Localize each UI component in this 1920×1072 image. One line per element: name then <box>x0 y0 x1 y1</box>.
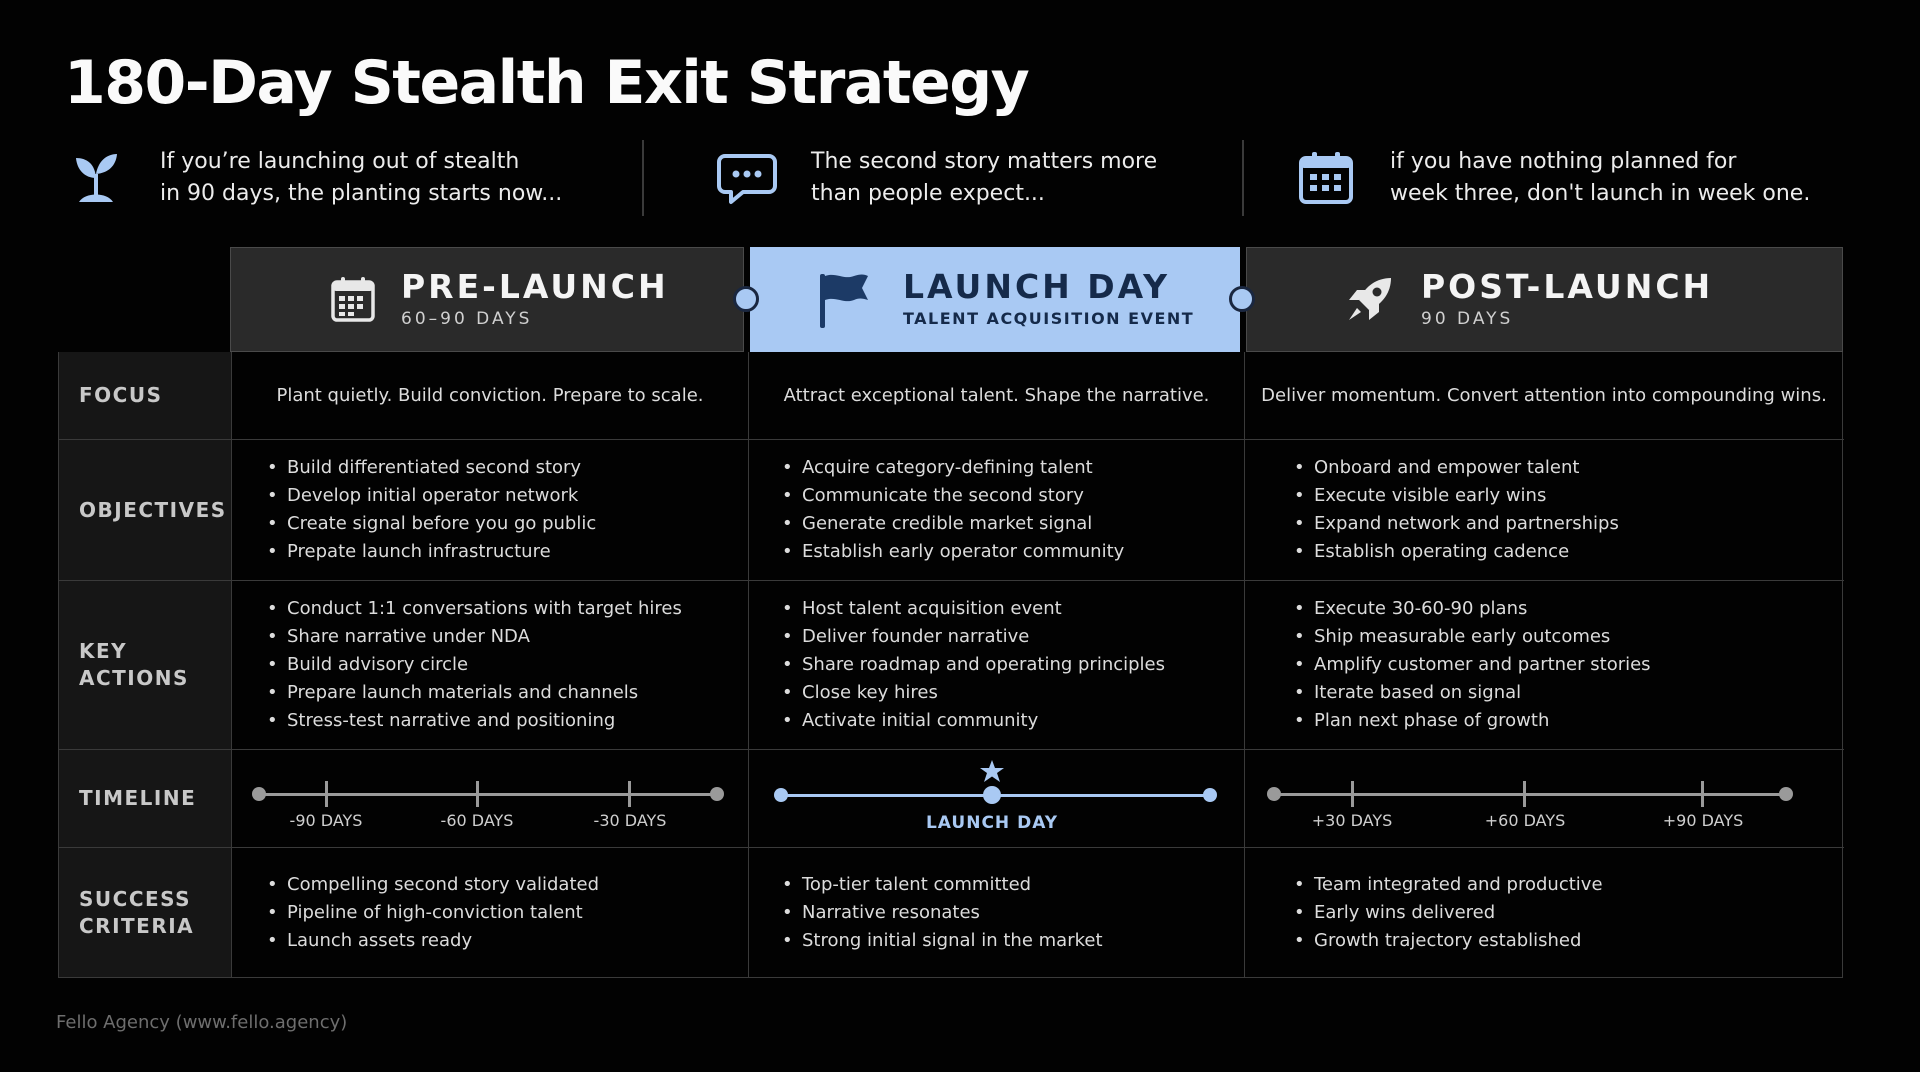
quote-strip <box>64 138 1844 218</box>
list-item: • Pipeline of high-conviction talent <box>287 899 747 927</box>
row-label-timeline: TIMELINE <box>59 750 231 847</box>
quote-1 <box>64 138 562 218</box>
timeline-tick <box>1701 781 1704 807</box>
list-item: • Top-tier talent committed <box>802 871 1242 899</box>
list-item: • Iterate based on signal <box>1314 679 1839 707</box>
list-item: • Strong initial signal in the market <box>802 927 1242 955</box>
strategy-table <box>58 247 1843 978</box>
timeline-tick <box>325 781 328 807</box>
launch-day-dot <box>983 786 1001 804</box>
table-body <box>58 352 1843 978</box>
quote-text: If you’re launching out of stealth in 90 days, the planting starts now... <box>160 149 563 206</box>
list-item: • Execute visible early wins <box>1314 482 1839 510</box>
bullet-list <box>772 871 1242 955</box>
objectives-cell-pre-launch <box>257 440 747 580</box>
quote-text: The second story matters more than people expect... <box>811 149 1158 206</box>
list-item: • Develop initial operator network <box>287 482 747 510</box>
list-item: • Share roadmap and operating principles <box>802 651 1242 679</box>
chat-bubble-icon <box>715 146 779 210</box>
list-item: • Ship measurable early outcomes <box>1314 623 1839 651</box>
list-item: • Prepare launch materials and channels <box>287 679 747 707</box>
footer-credit: Fello Agency (www.fello.agency) <box>56 1012 348 1033</box>
focus-cell-launch-day <box>749 352 1244 439</box>
column-divider <box>748 352 749 978</box>
list-item: • Establish early operator community <box>802 538 1242 566</box>
list-item: • Launch assets ready <box>287 927 747 955</box>
list-item: • Onboard and empower talent <box>1314 454 1839 482</box>
phase-header-pre-launch <box>230 247 744 352</box>
timeline-launch-day <box>749 750 1244 847</box>
objectives-cell-post-launch <box>1284 440 1839 580</box>
bullet-list <box>257 871 747 955</box>
row-label-success-criteria: SUCCESS CRITERIA <box>59 848 231 977</box>
timeline-label: +90 DAYS <box>1662 811 1744 830</box>
list-item: • Build differentiated second story <box>287 454 747 482</box>
row-label-focus: FOCUS <box>59 352 231 439</box>
timeline-end-dot <box>710 787 724 801</box>
success-cell-post-launch <box>1284 848 1839 977</box>
list-item: • Plan next phase of growth <box>1314 707 1839 735</box>
timeline-end-dot <box>1779 787 1793 801</box>
timeline-launch-label: LAUNCH DAY <box>925 813 1059 833</box>
list-item: • Establish operating cadence <box>1314 538 1839 566</box>
phase-subtitle: 60–90 DAYS <box>401 308 533 329</box>
quote-text: if you have nothing planned for week three, don't launch in week one. <box>1390 149 1811 206</box>
page-title: 180-Day Stealth Exit Strategy <box>64 48 1029 118</box>
phase-header-launch-day <box>750 247 1240 352</box>
focus-cell-post-launch <box>1245 352 1843 439</box>
list-item: • Execute 30-60-90 plans <box>1314 595 1839 623</box>
timeline-label: -30 DAYS <box>593 811 667 830</box>
quote-divider <box>642 140 644 216</box>
list-item: • Compelling second story validated <box>287 871 747 899</box>
list-item: • Activate initial community <box>802 707 1242 735</box>
list-item: • Prepate launch infrastructure <box>287 538 747 566</box>
bullet-list <box>257 595 747 735</box>
timeline-end-dot <box>252 787 266 801</box>
timeline-label: +60 DAYS <box>1484 811 1566 830</box>
list-item: • Share narrative under NDA <box>287 623 747 651</box>
key-actions-cell-post-launch <box>1284 581 1839 749</box>
list-item: • Close key hires <box>802 679 1242 707</box>
list-item: • Early wins delivered <box>1314 899 1839 927</box>
key-actions-cell-pre-launch <box>257 581 747 749</box>
phase-title: LAUNCH DAY <box>903 266 1170 306</box>
timeline-post-launch <box>1245 750 1843 847</box>
timeline-end-dot <box>1203 788 1217 802</box>
bullet-list <box>1284 454 1839 566</box>
list-item: • Amplify customer and partner stories <box>1314 651 1839 679</box>
list-item: • Deliver founder narrative <box>802 623 1242 651</box>
phase-connector-dot <box>733 286 759 312</box>
phase-title: PRE-LAUNCH <box>401 266 669 306</box>
success-cell-pre-launch <box>257 848 747 977</box>
focus-text: Attract exceptional talent. Shape the narrative. <box>783 385 1210 406</box>
success-cell-launch-day <box>772 848 1242 977</box>
list-item: • Team integrated and productive <box>1314 871 1839 899</box>
phase-header-post-launch <box>1246 247 1843 352</box>
calendar-icon <box>321 268 385 332</box>
timeline-line <box>1273 793 1785 796</box>
column-divider <box>1244 352 1245 978</box>
list-item: • Create signal before you go public <box>287 510 747 538</box>
phase-subtitle: TALENT ACQUISITION EVENT <box>903 308 1195 328</box>
timeline-pre-launch <box>232 750 748 847</box>
focus-cell-pre-launch <box>232 352 748 439</box>
flag-icon <box>811 268 875 332</box>
phase-title: POST-LAUNCH <box>1421 266 1714 306</box>
timeline-label: -60 DAYS <box>440 811 514 830</box>
timeline-tick <box>1523 781 1526 807</box>
list-item: • Stress-test narrative and positioning <box>287 707 747 735</box>
quote-2 <box>715 138 1157 218</box>
timeline-end-dot <box>774 788 788 802</box>
calendar-icon <box>1294 146 1358 210</box>
focus-text: Plant quietly. Build conviction. Prepare to scale. <box>276 385 704 406</box>
timeline-label: +30 DAYS <box>1311 811 1393 830</box>
bullet-list <box>772 454 1242 566</box>
list-item: • Generate credible market signal <box>802 510 1242 538</box>
key-actions-cell-launch-day <box>772 581 1242 749</box>
list-item: • Acquire category-defining talent <box>802 454 1242 482</box>
sprout-icon <box>64 146 128 210</box>
list-item: • Host talent acquisition event <box>802 595 1242 623</box>
quote-divider <box>1242 140 1244 216</box>
timeline-tick <box>476 781 479 807</box>
row-label-objectives: OBJECTIVES <box>59 440 231 580</box>
bullet-list <box>257 454 747 566</box>
phase-connector-dot <box>1229 286 1255 312</box>
list-item: • Build advisory circle <box>287 651 747 679</box>
bullet-list <box>1284 595 1839 735</box>
list-item: • Conduct 1:1 conversations with target hires <box>287 595 747 623</box>
objectives-cell-launch-day <box>772 440 1242 580</box>
column-divider <box>231 352 232 978</box>
list-item: • Communicate the second story <box>802 482 1242 510</box>
bullet-list <box>1284 871 1839 955</box>
list-item: • Narrative resonates <box>802 899 1242 927</box>
quote-3 <box>1294 138 1810 218</box>
timeline-tick <box>1351 781 1354 807</box>
list-item: • Expand network and partnerships <box>1314 510 1839 538</box>
focus-text: Deliver momentum. Convert attention into compounding wins. <box>1261 385 1827 406</box>
rocket-icon <box>1337 268 1401 332</box>
timeline-end-dot <box>1267 787 1281 801</box>
row-label-key-actions: KEY ACTIONS <box>59 581 231 749</box>
timeline-label: -90 DAYS <box>289 811 363 830</box>
star-icon <box>980 760 1004 786</box>
bullet-list <box>772 595 1242 735</box>
list-item: • Growth trajectory established <box>1314 927 1839 955</box>
phase-subtitle: 90 DAYS <box>1421 308 1514 329</box>
timeline-tick <box>628 781 631 807</box>
